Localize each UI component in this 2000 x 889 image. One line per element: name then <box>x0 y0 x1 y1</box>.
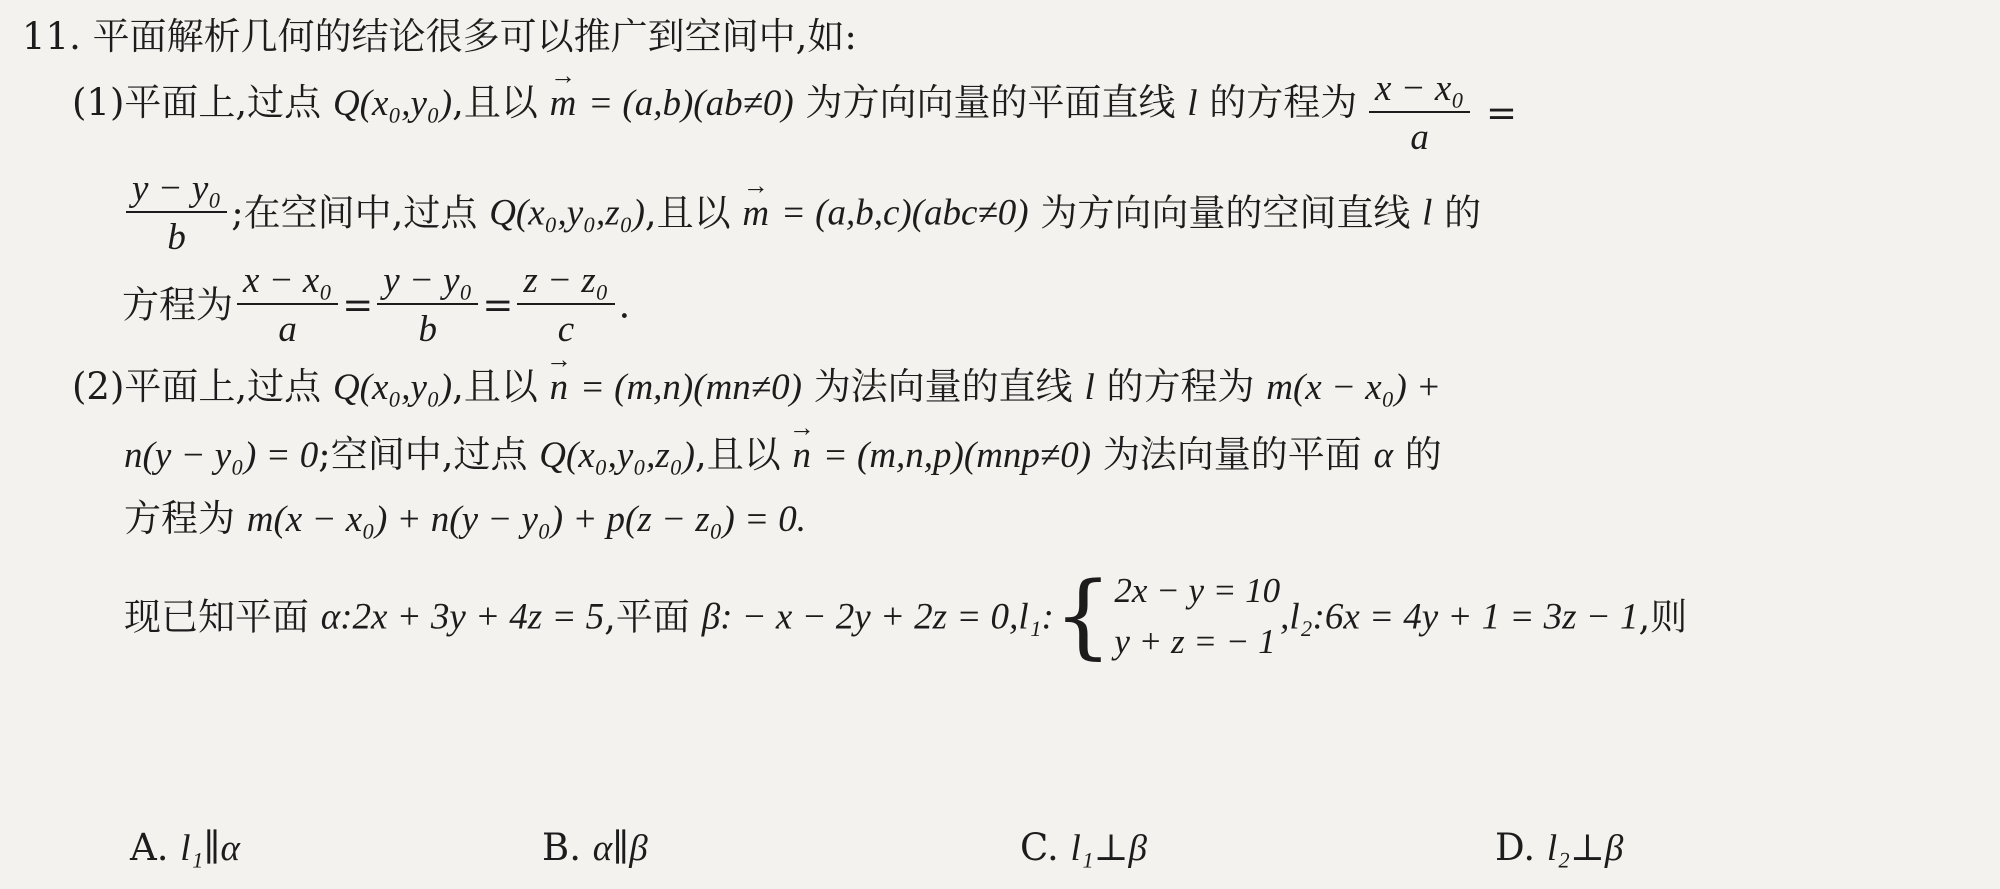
denominator: b <box>167 217 186 258</box>
text: 为法向量的直线 <box>813 365 1073 408</box>
text: 的 <box>1404 433 1442 476</box>
text: 为方向向量的空间直线 <box>1040 191 1411 235</box>
text: ,则 <box>1638 595 1688 639</box>
equation-2d-part: n(y − y₀) = 0 <box>124 435 319 476</box>
given-conditions <box>124 562 1688 670</box>
plane-alpha: α <box>1373 435 1393 476</box>
numerator: z − z₀ <box>517 262 614 305</box>
text: ,平面 <box>604 595 690 639</box>
plane-beta-equation: β: − x − 2y + 2z = 0 <box>701 596 1010 638</box>
numerator: y − y₀ <box>126 170 227 213</box>
point-q-3d: Q(x₀,y₀,z₀) <box>489 192 645 234</box>
text: (2)平面上,过点 <box>72 365 322 408</box>
part1-line1 <box>72 81 1358 124</box>
denominator: a <box>278 309 297 350</box>
choice-d[interactable] <box>1495 826 1623 870</box>
choice-c[interactable] <box>1020 826 1147 870</box>
vector-m: → m <box>742 195 769 232</box>
vector-n: → n <box>550 369 569 406</box>
text: 方程为 <box>122 283 233 327</box>
fraction <box>126 170 227 256</box>
part1-line3 <box>122 262 630 348</box>
line-l: l <box>1422 192 1433 234</box>
choice-label: D. <box>1495 826 1536 869</box>
equals: = <box>342 283 374 327</box>
part1-line2 <box>122 170 1481 256</box>
choice-label: B. <box>542 826 581 869</box>
fraction <box>377 262 478 348</box>
text: ,且以 <box>452 81 538 124</box>
choice-text: l₁∥α <box>180 828 240 869</box>
part2-line1 <box>72 365 1442 408</box>
system-equation-1: 2x − y = 10 <box>1114 571 1281 610</box>
equals: = <box>482 283 514 327</box>
fraction <box>517 262 614 348</box>
part2-line2 <box>124 433 1442 476</box>
choice-text: α∥β <box>592 828 648 869</box>
choice-b[interactable] <box>542 826 648 870</box>
text: ,且以 <box>695 433 781 476</box>
line-l: l <box>1187 83 1198 124</box>
point-q-2d: Q(x₀,y₀) <box>332 83 453 124</box>
plane-equation-3d: m(x − x₀) + n(y − y₀) + p(z − z₀) = 0. <box>246 499 807 540</box>
equation-2d-part: m(x − x₀) + <box>1266 367 1442 408</box>
text: 的方程为 <box>1106 365 1255 408</box>
l2-equation: ,l₂:6x = 4y + 1 = 3z − 1 <box>1280 596 1639 638</box>
text: ;在空间中,过点 <box>231 191 478 235</box>
fraction <box>1369 70 1470 156</box>
numerator: y − y₀ <box>377 262 478 305</box>
text: 的方程为 <box>1209 81 1358 124</box>
l1-label: ,l₁: <box>1009 596 1054 638</box>
denominator: c <box>557 309 575 350</box>
vector-m: → m <box>550 85 577 122</box>
point-q-3d: Q(x₀,y₀,z₀) <box>539 435 695 476</box>
text: 方程为 <box>124 497 235 540</box>
text: ,且以 <box>452 365 538 408</box>
text: (1)平面上,过点 <box>72 81 322 124</box>
question-text: 平面解析几何的结论很多可以推广到空间中,如: <box>92 15 857 58</box>
denominator: a <box>1410 117 1429 158</box>
point-q-2d: Q(x₀,y₀) <box>332 367 453 408</box>
numerator: x − x₀ <box>1369 70 1470 113</box>
period: . <box>618 283 631 327</box>
l1-system <box>1053 562 1281 670</box>
line-l: l <box>1084 367 1095 408</box>
numerator: x − x₀ <box>237 262 338 305</box>
choice-text: l₁⊥β <box>1070 828 1147 869</box>
vector-m-3d: = (a,b,c)(abc≠0) <box>780 192 1029 234</box>
text: ,且以 <box>644 191 731 235</box>
vector-n-3d: = (m,n,p)(mnp≠0) <box>822 435 1092 476</box>
choice-a[interactable] <box>130 826 240 870</box>
vector-m-2d: = (a,b)(ab≠0) <box>588 83 794 124</box>
text: 为法向量的平面 <box>1102 433 1362 476</box>
text: 为方向向量的平面直线 <box>805 81 1176 124</box>
question-number: 11. <box>22 15 81 58</box>
vector-n: → n <box>793 437 812 474</box>
denominator: b <box>418 309 438 350</box>
choice-label: A. <box>130 826 169 869</box>
system-equation-2: y + z = − 1 <box>1114 621 1276 661</box>
part2-line3 <box>124 497 807 540</box>
equals: = <box>1485 91 1517 135</box>
vector-n-2d: = (m,n)(mn≠0) <box>579 367 802 408</box>
text: ;空间中,过点 <box>318 433 528 476</box>
text: 的 <box>1444 191 1482 235</box>
plane-alpha-equation: α:2x + 3y + 4z = 5 <box>320 596 605 638</box>
choice-text: l₂⊥β <box>1546 828 1624 869</box>
text: 现已知平面 <box>124 595 309 639</box>
fraction <box>237 262 338 348</box>
part1-fraction1 <box>1365 70 1517 156</box>
choice-label: C. <box>1020 826 1059 869</box>
question-stem <box>22 15 857 58</box>
brace-icon: { <box>1053 562 1113 670</box>
